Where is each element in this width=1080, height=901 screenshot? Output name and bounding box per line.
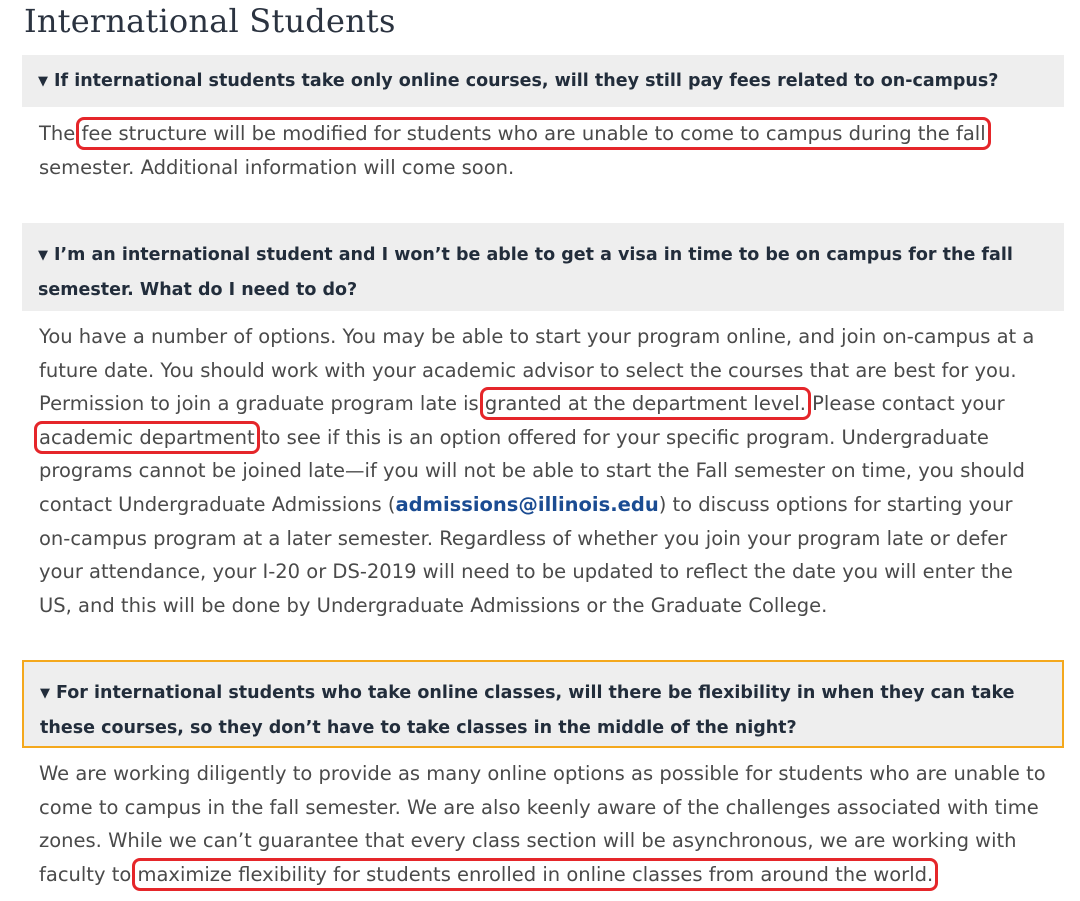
faq-question-flexibility[interactable] [22,660,1064,748]
page-title: International Students [24,2,396,40]
faq-answer-visa: You have a number of options. You may be able to start your program online, and join on-campus at a future date. You should work with your academic advisor to select the courses that are best for you. Permission to join a graduate program late is granted at the department level. Please contact your academic department to see if this is an option offered for your specific program. Undergraduate programs cannot be joined late—if you will not be able to start the Fall semester on time, you should contact Undergraduate Admissions (admissions@illinois.edu) to discuss options for starting your on-campus program at a later semester. Regardless of whether you join your program late or defer your attendance, your I-20 or DS-2019 will need to be updated to reflect the date you will enter the US, and this will be done by Undergraduate Admissions or the Graduate College. [39,325,1035,617]
triangle-down-icon: ▼ [40,686,50,701]
triangle-down-icon: ▼ [38,248,48,263]
faq-question-text: If international students take only online courses, will they still pay fees related to on-campus? [54,71,999,91]
faq-question-visa[interactable] [22,223,1064,311]
highlight-box: granted at the department level. [484,392,806,416]
highlight-box: maximize flexibility for students enrolled in online classes from around the world. [137,862,934,886]
faq-question-text: For international students who take online classes, will there be flexibility in when they can take these courses, so they don’t have to take classes in the middle of the night? [40,683,1015,738]
faq-question-text: I’m an international student and I won’t be able to get a visa in time to be on campus for the fall semester. What do I need to do? [38,245,1013,300]
highlight-box: academic department [39,425,255,449]
highlight-box: fee structure will be modified for students who are unable to come to campus during the fall [81,122,986,145]
faq-answer-fees: The fee structure will be modified for students who are unable to come to campus during the fall semester. Additional information will come soon. [39,122,986,179]
triangle-down-icon: ▼ [38,74,48,89]
faq-question-fees[interactable] [22,55,1064,107]
admissions-email-link[interactable]: admissions@illinois.edu [395,492,659,516]
faq-answer-flexibility: We are working diligently to provide as many online options as possible for students who are unable to come to campus in the fall semester. We are also keenly aware of the challenges associated with time zones. While we can’t guarantee that every class section will be asynchronous, we are working with faculty to maximize flexibility for students enrolled in online classes from around the world. [39,762,1046,886]
